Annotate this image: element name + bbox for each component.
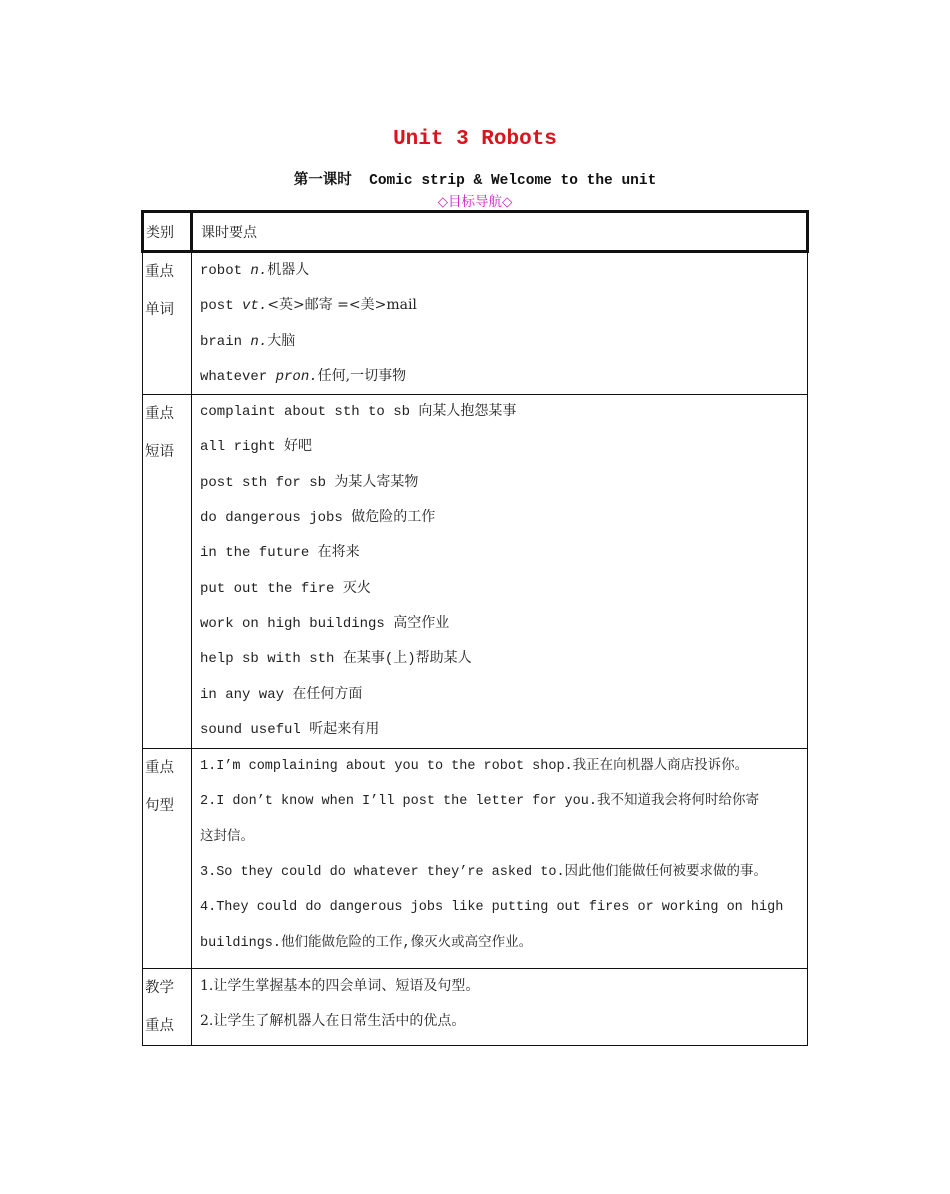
category-label: 重点	[145, 1018, 174, 1035]
phrase-item: work on high buildings 高空作业	[200, 615, 450, 632]
words-row	[143, 252, 808, 395]
header-content-cell	[192, 212, 808, 252]
teaching-row	[143, 969, 808, 1046]
phrases-content-cell	[192, 395, 808, 749]
teaching-content-cell	[192, 969, 808, 1046]
phrases-row	[143, 395, 808, 749]
category-label: 句型	[145, 798, 174, 815]
sentence-line: 2.I don’t know when I’ll post the letter for you.我不知道我会将何时给你寄	[200, 794, 759, 810]
teaching-line: 1.让学生掌握基本的四会单词、短语及句型。	[200, 978, 480, 995]
table-header-row	[143, 212, 808, 252]
words-category-cell	[143, 252, 192, 395]
teaching-line: 2.让学生了解机器人在日常生活中的优点。	[200, 1013, 466, 1030]
phrase-item: complaint about sth to sb 向某人抱怨某事	[200, 404, 517, 421]
sentences-content-cell	[192, 749, 808, 969]
word-item: post vt.<英>邮寄 =<美>mail	[200, 297, 417, 315]
phrase-item: sound useful 听起来有用	[200, 721, 380, 738]
header-category-label: 类别	[146, 224, 174, 241]
category-label: 短语	[145, 444, 174, 461]
sentence-line: buildings.他们能做危险的工作,像灭火或高空作业。	[200, 935, 533, 951]
section-label: ◇目标导航◇	[437, 194, 513, 210]
phrase-item: post sth for sb 为某人寄某物	[200, 474, 419, 491]
word-item: robot n.机器人	[200, 262, 310, 279]
page-title: Unit 3 Robots	[393, 128, 557, 151]
category-label: 教学	[145, 980, 174, 997]
phrase-item: in any way 在任何方面	[200, 686, 363, 703]
sentences-row	[143, 749, 808, 969]
category-label: 单词	[145, 302, 174, 318]
word-item: brain n.大脑	[200, 332, 296, 350]
sentence-line: 4.They could do dangerous jobs like putting out fires or working on high	[200, 900, 784, 916]
lesson-subtitle: 第一课时 Comic strip & Welcome to the unit	[293, 173, 657, 189]
sentence-line: 这封信。	[200, 829, 254, 845]
phrase-item: all right 好吧	[200, 439, 313, 456]
sentence-line: 1.I’m complaining about you to the robot shop.我正在向机器人商店投诉你。	[200, 759, 749, 775]
category-label: 重点	[145, 406, 174, 423]
category-label: 重点	[145, 760, 174, 777]
phrases-category-cell	[143, 395, 192, 749]
header-content-label: 课时要点	[201, 224, 257, 241]
sentence-line: 3.So they could do whatever they’re asked to.因此他们能做任何被要求做的事。	[200, 865, 768, 881]
phrase-item: put out the fire 灭火	[200, 580, 371, 597]
word-item: whatever pron.任何,一切事物	[200, 367, 407, 385]
phrase-item: help sb with sth 在某事(上)帮助某人	[200, 651, 472, 668]
lesson-plan-table	[141, 210, 809, 1046]
header-category-cell	[143, 212, 192, 252]
words-content-cell	[192, 252, 808, 395]
phrase-item: in the future 在将来	[200, 545, 360, 562]
sentences-category-cell	[143, 749, 192, 969]
phrase-item: do dangerous jobs 做危险的工作	[200, 510, 436, 527]
category-label: 重点	[145, 264, 174, 280]
teaching-category-cell	[143, 969, 192, 1046]
